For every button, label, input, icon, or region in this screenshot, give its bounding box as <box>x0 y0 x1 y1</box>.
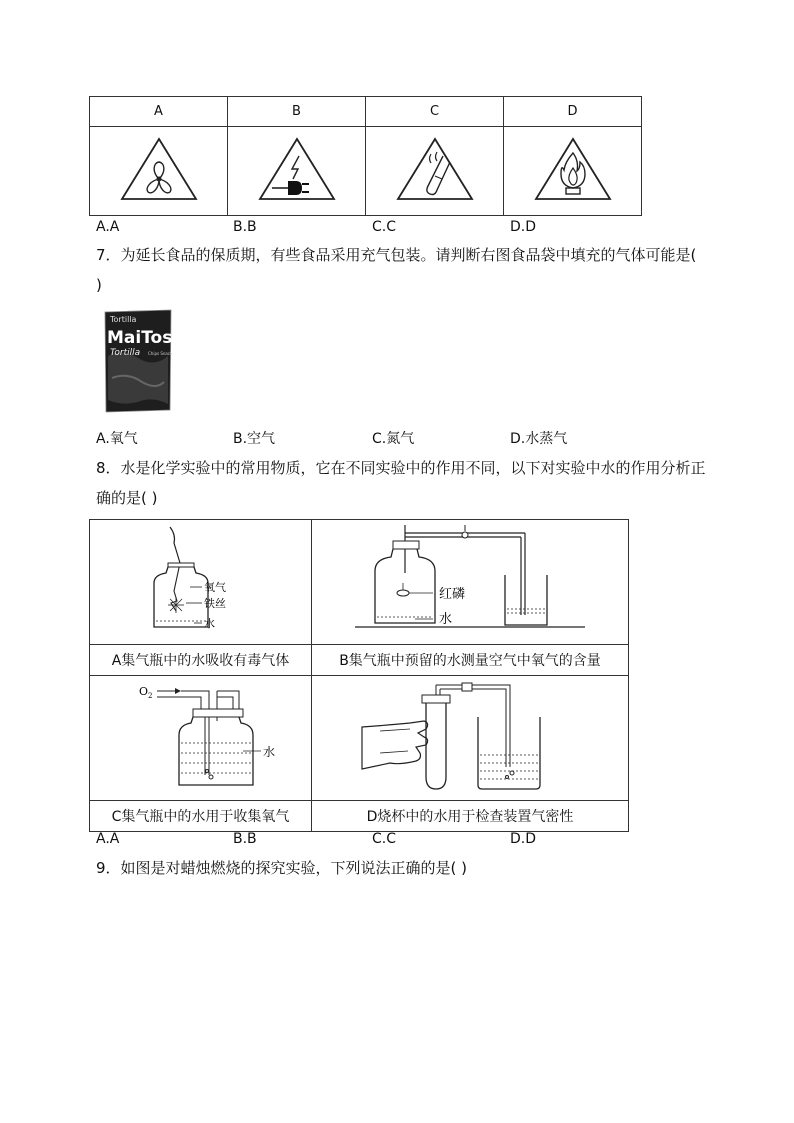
q8-option-c[interactable]: C.C <box>372 831 397 847</box>
q8-caption-b: B集气瓶中预留的水测量空气中氧气的含量 <box>312 645 629 676</box>
label-o2-sub: 2 <box>147 692 152 700</box>
chips-bag-image <box>102 308 174 414</box>
q7-option-b[interactable]: B.空气 <box>233 431 276 447</box>
label-red-phosphorus: 红磷 <box>439 587 466 602</box>
q6-option-a[interactable]: A.A <box>96 219 120 235</box>
q6-options-table <box>89 96 642 216</box>
label-o2: O <box>138 685 148 698</box>
q6-option-c[interactable]: C.C <box>372 219 397 235</box>
label-water-b: 水 <box>439 612 453 627</box>
flame-warning-icon <box>533 136 613 202</box>
q8-option-b[interactable]: B.B <box>233 831 257 847</box>
q6-cell-d <box>504 127 642 216</box>
bag-sub: Chips Snack <box>148 351 173 356</box>
q8-figure-c <box>90 676 312 801</box>
q8-option-d[interactable]: D.D <box>510 831 537 847</box>
q7-question-text: 7．为延长食品的保质期，有些食品采用充气包装。请判断右图食品袋中填充的气体可能是( ) <box>96 246 697 294</box>
q6-cell-c <box>366 127 504 216</box>
q8-option-a[interactable]: A.A <box>96 831 120 847</box>
label-iron-wire: 铁丝 <box>203 597 226 610</box>
q6-cell-a <box>90 127 228 216</box>
q6-cell-b <box>228 127 366 216</box>
q8-caption-a: A集气瓶中的水吸收有毒气体 <box>90 645 312 676</box>
q8-figure-d <box>312 676 629 801</box>
q6-header-b: B <box>228 97 366 127</box>
q8-caption-c: C集气瓶中的水用于收集氧气 <box>90 801 312 832</box>
gas-collection-diagram <box>121 681 281 791</box>
label-water-c: 水 <box>262 745 275 759</box>
iron-wire-combustion-diagram <box>146 523 256 637</box>
airtightness-check-diagram <box>360 681 580 791</box>
q8-figure-a <box>90 520 312 645</box>
electric-plug-warning-icon <box>257 136 337 202</box>
q6-option-d[interactable]: D.D <box>510 219 537 235</box>
q7-option-d[interactable]: D.水蒸气 <box>510 431 568 447</box>
bag-brand-top: Tortilla <box>110 315 137 324</box>
q8-caption-d: D烧杯中的水用于检查装置气密性 <box>312 801 629 832</box>
q8-figure-b <box>312 520 629 645</box>
q6-header-a: A <box>90 97 228 127</box>
label-oxygen: 氧气 <box>203 581 226 594</box>
q7-option-a[interactable]: A.氧气 <box>96 431 138 447</box>
q6-option-b[interactable]: B.B <box>233 219 257 235</box>
q8-experiments-table <box>89 519 629 832</box>
label-water-a: 水 <box>203 617 215 630</box>
red-phosphorus-oxygen-diagram <box>345 523 595 637</box>
q6-header-c: C <box>366 97 504 127</box>
q9-question-text: 9．如图是对蜡烛燃烧的探究实验，下列说法正确的是( ) <box>96 859 468 877</box>
bag-product: Tortilla <box>110 348 141 358</box>
q7-option-c[interactable]: C.氮气 <box>372 431 415 447</box>
hot-tube-warning-icon <box>395 136 475 202</box>
q8-question-text: 8．水是化学实验中的常用物质，它在不同实验中的作用不同，以下对实验中水的作用分析正确的是( ) <box>96 459 706 507</box>
q6-header-d: D <box>504 97 642 127</box>
fan-warning-icon <box>119 136 199 202</box>
bag-brand: MaiTos <box>107 328 173 348</box>
